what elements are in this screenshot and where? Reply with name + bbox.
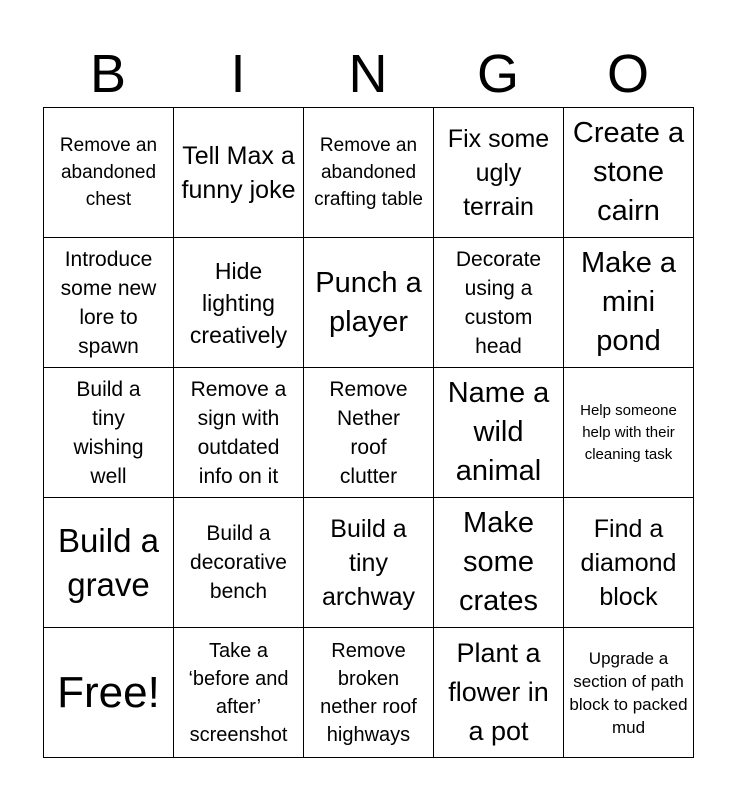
bingo-cell[interactable]: [174, 108, 304, 238]
cell-text: Build a grave: [58, 521, 159, 603]
bingo-header: [43, 40, 693, 108]
bingo-cell[interactable]: [434, 628, 564, 758]
cell-text: Make a mini pond: [580, 247, 677, 357]
header-letter-n: N: [348, 44, 388, 104]
bingo-cell[interactable]: [434, 238, 564, 368]
bingo-cell[interactable]: [44, 108, 174, 238]
cell-text: Name a wild animal: [447, 377, 550, 487]
bingo-cell[interactable]: [304, 238, 434, 368]
cell-text: Make some crates: [459, 507, 538, 617]
cell-text: Tell Max a funny joke: [181, 141, 296, 204]
cell-text: Remove a sign with outdated info on it: [190, 377, 287, 488]
cell-text: Remove broken nether roof highways: [320, 639, 417, 746]
cell-text: Decorate using a custom head: [455, 247, 542, 358]
bingo-cell[interactable]: [44, 498, 174, 628]
cell-text: Help someone help with their cleaning task: [580, 401, 677, 463]
bingo-cell[interactable]: [174, 368, 304, 498]
bingo-cell[interactable]: [304, 108, 434, 238]
cell-text: Punch a player: [315, 266, 422, 338]
cell-text: Hide lighting creatively: [189, 257, 288, 348]
cell-text: Build a tiny archway: [321, 514, 416, 611]
bingo-cell[interactable]: [434, 108, 564, 238]
bingo-board: [43, 107, 694, 758]
bingo-cell[interactable]: [174, 628, 304, 758]
bingo-cell[interactable]: [434, 368, 564, 498]
cell-text: Create a stone cairn: [572, 117, 685, 227]
bingo-cell[interactable]: [564, 628, 694, 758]
bingo-cell[interactable]: [564, 498, 694, 628]
header-letter-b: B: [89, 44, 127, 104]
bingo-cell-free[interactable]: [44, 628, 174, 758]
cell-text: Upgrade a section of path block to packed mud: [569, 648, 688, 737]
bingo-cell[interactable]: [44, 238, 174, 368]
bingo-cell[interactable]: [564, 108, 694, 238]
cell-text: Introduce some new lore to spawn: [60, 247, 157, 358]
cell-text: Build a decorative bench: [190, 522, 287, 603]
bingo-cell[interactable]: [304, 368, 434, 498]
bingo-cell[interactable]: [174, 238, 304, 368]
bingo-cell[interactable]: [44, 368, 174, 498]
bingo-cell[interactable]: [304, 628, 434, 758]
cell-text: Remove an abandoned crafting table: [314, 135, 423, 210]
cell-text: Build a tiny wishing well: [73, 377, 144, 488]
header-letter-g: G: [476, 44, 519, 104]
cell-text: Fix some ugly terrain: [447, 124, 550, 221]
header-letter-o: O: [606, 44, 649, 104]
cell-text: Find a diamond block: [580, 514, 677, 611]
bingo-cell[interactable]: [564, 368, 694, 498]
cell-text: Remove an abandoned chest: [59, 135, 158, 210]
bingo-cell[interactable]: [564, 238, 694, 368]
bingo-cell[interactable]: [304, 498, 434, 628]
cell-text: Take a ‘before and after’ screenshot: [188, 639, 289, 746]
bingo-cell[interactable]: [174, 498, 304, 628]
cell-text: Plant a flower in a pot: [448, 638, 549, 746]
bingo-cell[interactable]: [434, 498, 564, 628]
free-space-text: Free!: [57, 667, 160, 717]
header-letter-i: I: [230, 44, 246, 104]
cell-text: Remove Nether roof clutter: [329, 377, 408, 488]
